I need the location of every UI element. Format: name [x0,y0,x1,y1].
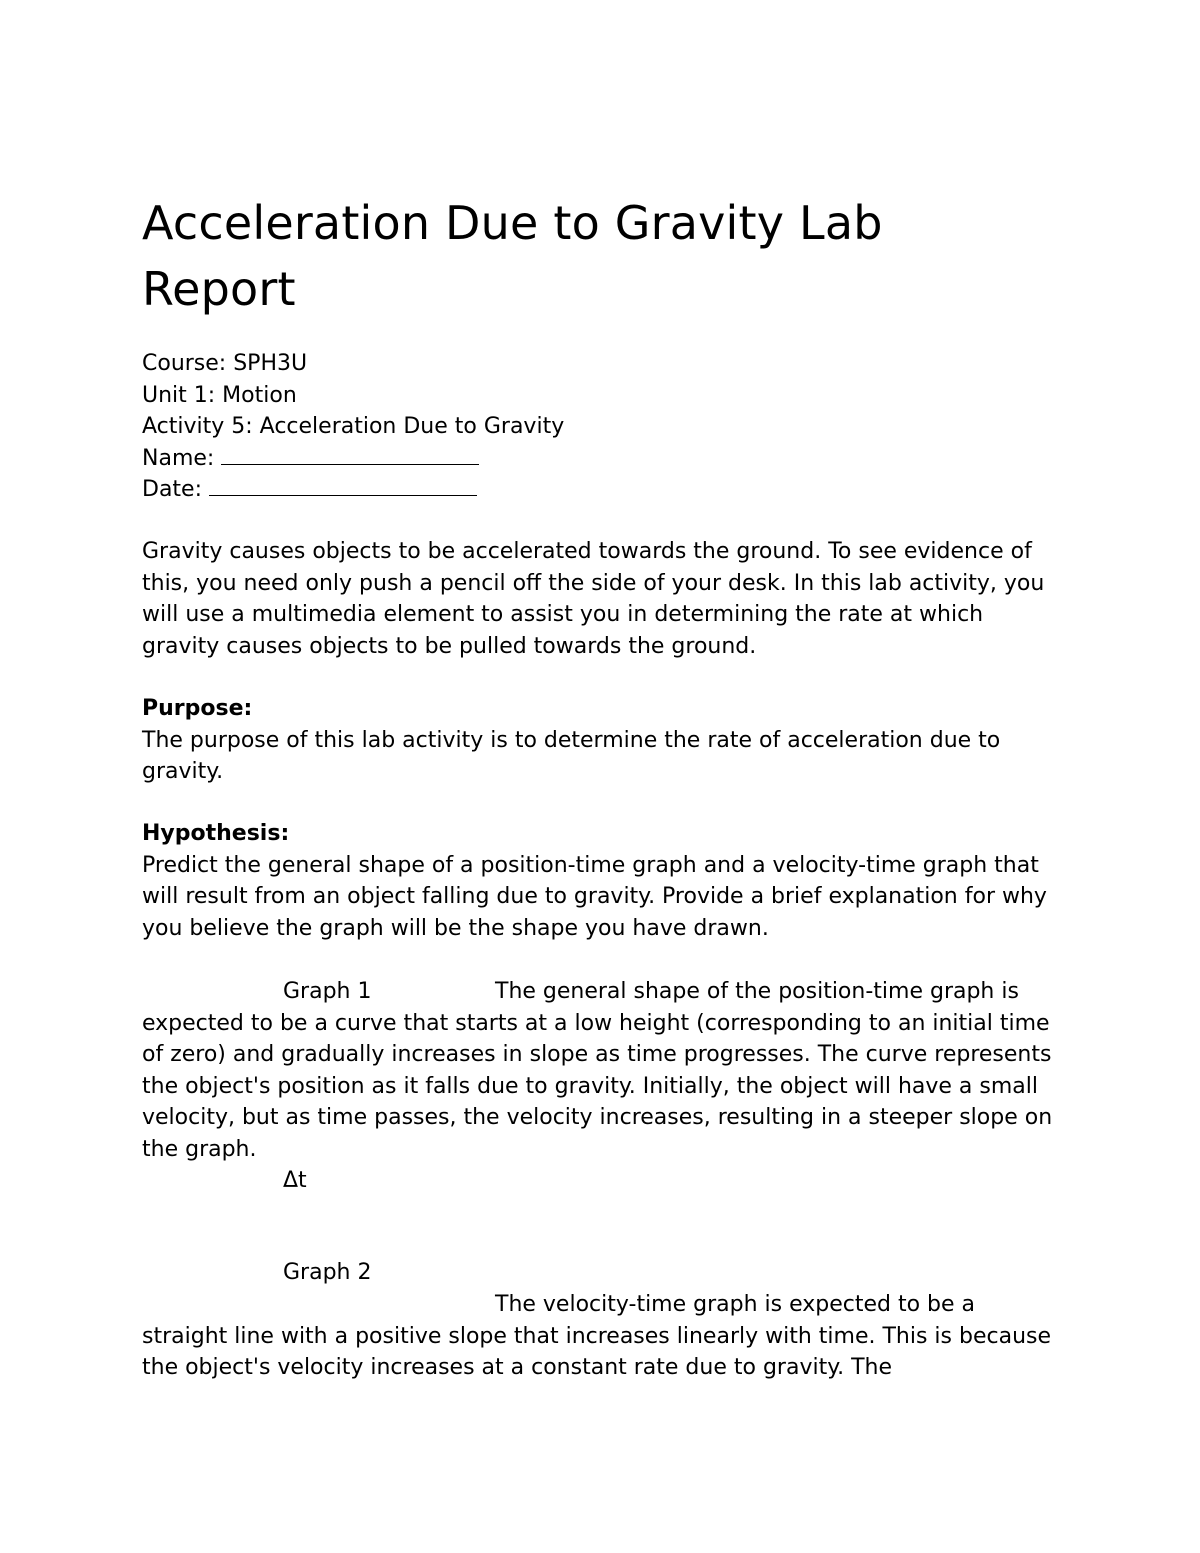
course-line: Course: SPH3U [142,351,308,376]
graph2-label: Graph 2 [283,1260,372,1285]
meta-block [142,348,1062,506]
hypothesis-section [142,818,1062,944]
graph1-label: Graph 1 [283,979,372,1004]
document-title: Acceleration Due to Gravity Lab Report [142,196,883,316]
name-blank[interactable] [221,446,479,465]
graph1-first-line: The general shape of the position-time graph is [495,979,1019,1004]
purpose-text: The purpose of this lab activity is to determine the rate of acceleration due to gravity. [142,727,1001,784]
date-label: Date: [142,477,202,502]
graph2-text: straight line with a positive slope that increases linearly with time. This is because the object's velocity increases at a constant rate due to gravity. The [142,1323,1052,1380]
intro-paragraph: Gravity causes objects to be accelerated towards the ground. To see evidence of this, you need only push a pencil off the side of your desk. In this lab activity, you will use a multimedia element to assist you in determining the rate at which gravity causes objects to be pulled towards the ground. [142,539,1045,659]
unit-line: Unit 1: Motion [142,382,297,408]
purpose-section [142,693,1062,788]
graph2-first-line: The velocity-time graph is expected to be a [495,1292,976,1317]
date-blank[interactable] [209,477,477,496]
activity-line: Activity 5: Acceleration Due to Gravity [142,414,565,439]
date-line [142,474,1062,506]
graph1-delta-label: Δt [283,1168,307,1193]
hypothesis-text: Predict the general shape of a position-time graph and a velocity-time graph that will result from an object falling due to gravity. Provide a brief explanation for why you believe the graph will be the shape you have drawn. [142,852,1047,941]
hypothesis-heading: Hypothesis: [142,821,290,846]
name-label: Name: [142,445,215,471]
graph1-text: expected to be a curve that starts at a low height (corresponding to an initial time of zero) and gradually increases in slope as time progresses. The curve represents the object's position as it falls due to gravity. Initially, the object will have a small velocity, but as time passes, the velocity increases, resulting in a steeper slope on the graph. [142,1010,1053,1162]
purpose-heading: Purpose: [142,696,253,721]
name-line [142,443,1062,475]
